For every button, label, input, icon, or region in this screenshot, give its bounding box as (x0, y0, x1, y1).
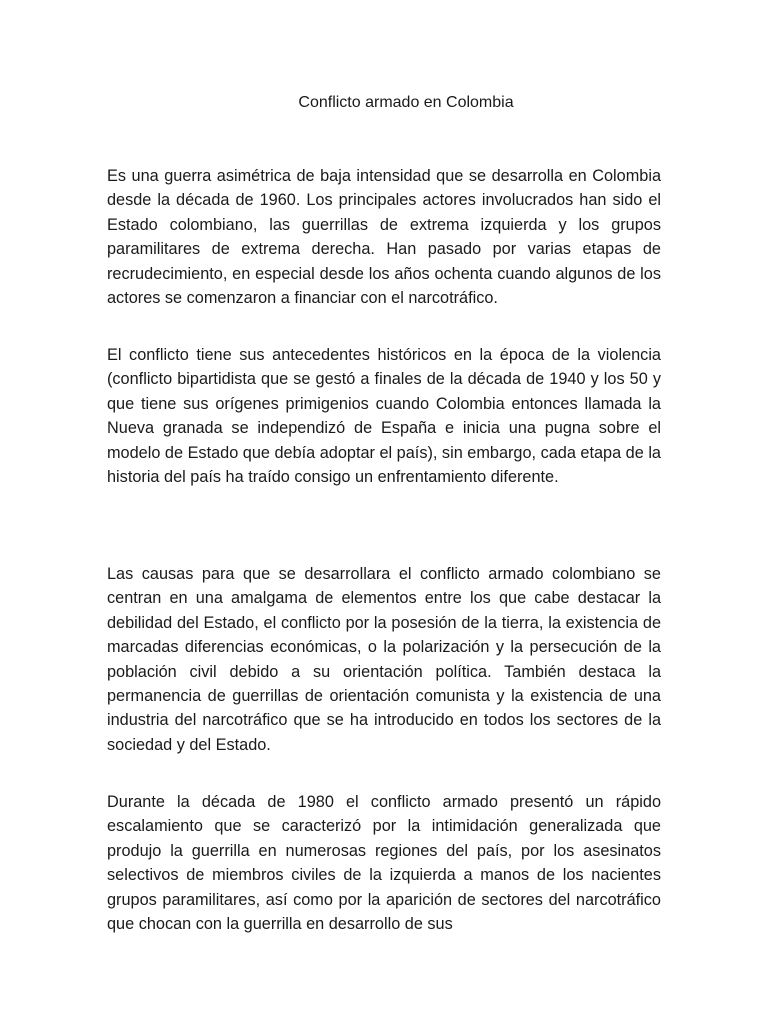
paragraph-3: Las causas para que se desarrollara el conflicto armado colombiano se centran en una amalgama de elementos entre los que cabe destacar la debilidad del Estado, el conflicto por la posesión de la tierra, la existencia de marcadas diferencias económicas, o la polarización y la persecución de la población civil debido a su orientación política. También destaca la permanencia de guerrillas de orientación comunista y la existencia de una industria del narcotráfico que se ha introducido en todos los sectores de la sociedad y del Estado. (107, 565, 661, 754)
paragraph-4: Durante la década de 1980 el conflicto armado presentó un rápido escalamiento que se caracterizó por la intimidación generalizada que produjo la guerrilla en numerosas regiones del país, por los asesinatos selectivos de miembros civiles de la izquierda a manos de los nacientes grupos paramilitares, así como por la aparición de sectores del narcotráfico que chocan con la guerrilla en desarrollo de sus (107, 793, 661, 934)
paragraph-2: El conflicto tiene sus antecedentes históricos en la época de la violencia (conflicto bipartidista que se gestó a finales de la década de 1940 y los 50 y que tiene sus orígenes primigenios cuando Colombia entonces llamada la Nueva granada se independizó de España e inicia una pugna sobre el modelo de Estado que debía adoptar el país), sin embargo, cada etapa de la historia del país ha traído consigo un enfrentamiento diferente. (107, 346, 661, 487)
document-title: Conflicto armado en Colombia (298, 94, 514, 111)
paragraph-1: Es una guerra asimétrica de baja intensidad que se desarrolla en Colombia desde la década de 1960. Los principales actores involucrados han sido el Estado colombiano, las guerrillas de extrema izquierda y los grupos paramilitares de extrema derecha. Han pasado por varias etapas de recrudecimiento, en especial desde los años ochenta cuando algunos de los actores se comenzaron a financiar con el narcotráfico. (107, 167, 661, 308)
